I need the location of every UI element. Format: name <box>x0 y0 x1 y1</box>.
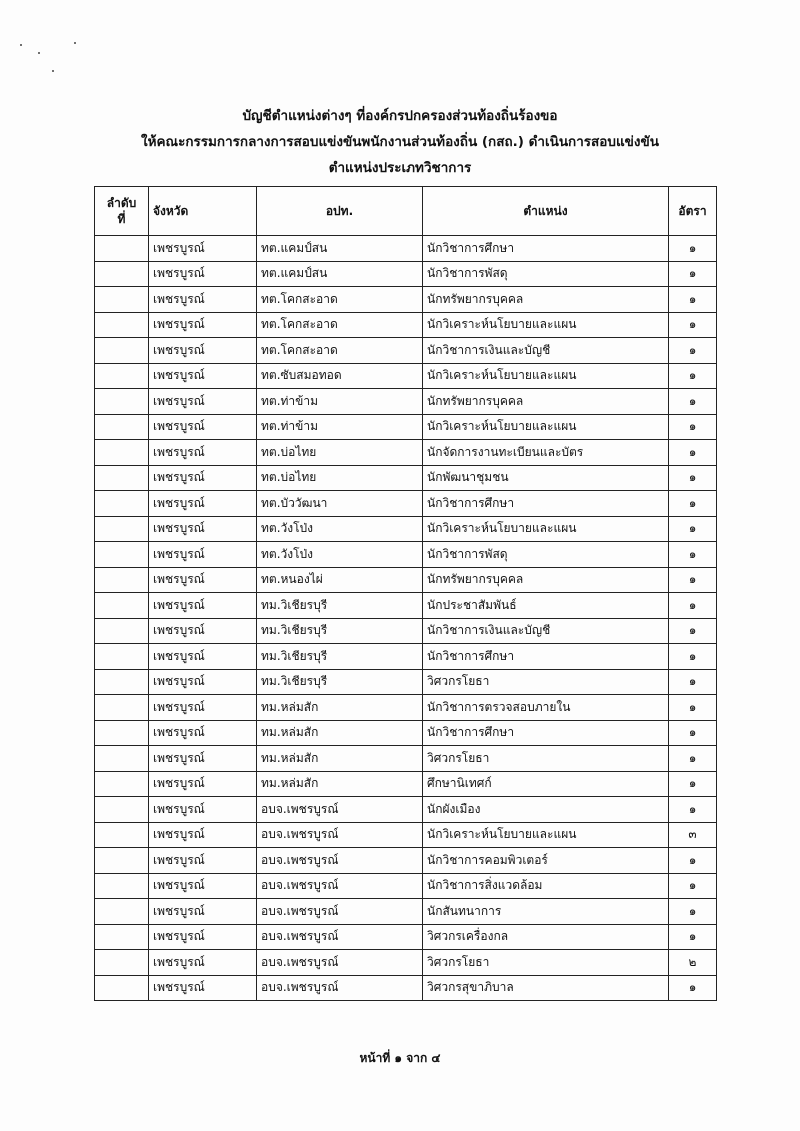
table-row <box>95 440 717 466</box>
title-line-2: ให้คณะกรรมการกลางการสอบแข่งขันพนักงานส่วนท้องถิ่น (กสถ.) ดำเนินการสอบแข่งขัน <box>141 134 659 150</box>
cell-position: นักทรัพยากรบุคคล <box>423 389 669 415</box>
cell-province: เพชรบูรณ์ <box>149 720 257 746</box>
cell-province: เพชรบูรณ์ <box>149 287 257 313</box>
cell-position: นักวิเคราะห์นโยบายและแผน <box>423 822 669 848</box>
cell-no <box>95 848 149 874</box>
cell-province: เพชรบูรณ์ <box>149 414 257 440</box>
cell-position: นักวิชาการสิ่งแวดล้อม <box>423 873 669 899</box>
header-no-line2: ที่ <box>117 212 126 226</box>
cell-rate: ๑ <box>669 975 717 1001</box>
table-row <box>95 389 717 415</box>
table-row <box>95 516 717 542</box>
cell-position: นักวิชาการศึกษา <box>423 236 669 262</box>
cell-position: นักวิชาการศึกษา <box>423 720 669 746</box>
cell-no <box>95 287 149 313</box>
cell-province: เพชรบูรณ์ <box>149 261 257 287</box>
header-no <box>95 187 149 236</box>
cell-org: ทต.บ่อไทย <box>257 465 423 491</box>
table-row <box>95 771 717 797</box>
cell-position: นักวิเคราะห์นโยบายและแผน <box>423 363 669 389</box>
cell-org: ทต.โคกสะอาด <box>257 287 423 313</box>
table-row <box>95 312 717 338</box>
cell-rate: ๑ <box>669 695 717 721</box>
cell-province: เพชรบูรณ์ <box>149 669 257 695</box>
cell-position: นักผังเมือง <box>423 797 669 823</box>
cell-province: เพชรบูรณ์ <box>149 338 257 364</box>
cell-rate: ๑ <box>669 720 717 746</box>
table-row <box>95 975 717 1001</box>
cell-rate: ๑ <box>669 338 717 364</box>
cell-province: เพชรบูรณ์ <box>149 618 257 644</box>
cell-rate: ๑ <box>669 542 717 568</box>
cell-position: นักทรัพยากรบุคคล <box>423 287 669 313</box>
cell-province: เพชรบูรณ์ <box>149 822 257 848</box>
cell-org: ทม.หล่มสัก <box>257 720 423 746</box>
cell-rate: ๑ <box>669 363 717 389</box>
cell-rate: ๑ <box>669 389 717 415</box>
cell-no <box>95 720 149 746</box>
cell-position: นักพัฒนาชุมชน <box>423 465 669 491</box>
cell-org: อบจ.เพชรบูรณ์ <box>257 822 423 848</box>
cell-org: อบจ.เพชรบูรณ์ <box>257 848 423 874</box>
cell-no <box>95 924 149 950</box>
table-row <box>95 593 717 619</box>
cell-org: ทต.ท่าข้าม <box>257 414 423 440</box>
cell-position: นักสันทนาการ <box>423 899 669 925</box>
cell-province: เพชรบูรณ์ <box>149 567 257 593</box>
cell-org: ทม.หล่มสัก <box>257 695 423 721</box>
cell-rate: ๑ <box>669 797 717 823</box>
cell-no <box>95 261 149 287</box>
cell-no <box>95 669 149 695</box>
cell-province: เพชรบูรณ์ <box>149 797 257 823</box>
cell-rate: ๑ <box>669 567 717 593</box>
cell-no <box>95 771 149 797</box>
cell-no <box>95 644 149 670</box>
cell-position: วิศวกรเครื่องกล <box>423 924 669 950</box>
table-row <box>95 924 717 950</box>
table-row <box>95 542 717 568</box>
cell-org: อบจ.เพชรบูรณ์ <box>257 950 423 976</box>
cell-province: เพชรบูรณ์ <box>149 950 257 976</box>
cell-rate: ๑ <box>669 669 717 695</box>
cell-rate: ๑ <box>669 771 717 797</box>
cell-org: ทต.แคมป์สน <box>257 236 423 262</box>
table-row <box>95 338 717 364</box>
cell-province: เพชรบูรณ์ <box>149 975 257 1001</box>
cell-rate: ๑ <box>669 440 717 466</box>
cell-province: เพชรบูรณ์ <box>149 593 257 619</box>
table-row <box>95 491 717 517</box>
cell-no <box>95 491 149 517</box>
cell-org: ทต.ซับสมอทอด <box>257 363 423 389</box>
scan-speck <box>20 44 22 46</box>
cell-rate: ๑ <box>669 746 717 772</box>
cell-rate: ๑ <box>669 899 717 925</box>
table-row <box>95 950 717 976</box>
cell-province: เพชรบูรณ์ <box>149 873 257 899</box>
cell-province: เพชรบูรณ์ <box>149 924 257 950</box>
cell-org: ทม.หล่มสัก <box>257 771 423 797</box>
table-row <box>95 363 717 389</box>
cell-no <box>95 797 149 823</box>
cell-position: นักจัดการงานทะเบียนและบัตร <box>423 440 669 466</box>
cell-org: อบจ.เพชรบูรณ์ <box>257 873 423 899</box>
cell-position: วิศวกรโยธา <box>423 746 669 772</box>
cell-org: ทต.วังโป่ง <box>257 516 423 542</box>
cell-province: เพชรบูรณ์ <box>149 695 257 721</box>
cell-position: นักวิชาการศึกษา <box>423 644 669 670</box>
cell-province: เพชรบูรณ์ <box>149 516 257 542</box>
cell-position: วิศวกรโยธา <box>423 950 669 976</box>
cell-rate: ๑ <box>669 236 717 262</box>
table-row <box>95 720 717 746</box>
cell-province: เพชรบูรณ์ <box>149 491 257 517</box>
cell-no <box>95 899 149 925</box>
cell-position: นักวิชาการตรวจสอบภายใน <box>423 695 669 721</box>
cell-org: ทต.โคกสะอาด <box>257 338 423 364</box>
cell-no <box>95 338 149 364</box>
table-row <box>95 287 717 313</box>
cell-position: นักวิชาการเงินและบัญชี <box>423 618 669 644</box>
cell-rate: ๑ <box>669 287 717 313</box>
title-line-1: บัญชีตำแหน่งต่างๆ ที่องค์กรปกครองส่วนท้องถิ่นร้องขอ <box>242 108 558 124</box>
cell-org: อบจ.เพชรบูรณ์ <box>257 899 423 925</box>
cell-org: ทต.ท่าข้าม <box>257 389 423 415</box>
table-row <box>95 746 717 772</box>
cell-rate: ๓ <box>669 822 717 848</box>
table-row <box>95 236 717 262</box>
cell-province: เพชรบูรณ์ <box>149 542 257 568</box>
document-heading <box>0 103 800 181</box>
table-row <box>95 669 717 695</box>
cell-province: เพชรบูรณ์ <box>149 644 257 670</box>
table-row <box>95 695 717 721</box>
cell-rate: ๑ <box>669 312 717 338</box>
table-row <box>95 261 717 287</box>
header-org: อปท. <box>257 187 423 236</box>
table-row <box>95 618 717 644</box>
cell-position: นักวิชาการพัสดุ <box>423 542 669 568</box>
cell-no <box>95 516 149 542</box>
cell-org: อบจ.เพชรบูรณ์ <box>257 797 423 823</box>
cell-no <box>95 465 149 491</box>
cell-position: วิศวกรสุขาภิบาล <box>423 975 669 1001</box>
cell-org: ทม.วิเชียรบุรี <box>257 644 423 670</box>
cell-no <box>95 440 149 466</box>
cell-no <box>95 593 149 619</box>
header-no-line1: ลำดับ <box>106 196 137 210</box>
cell-org: ทม.หล่มสัก <box>257 746 423 772</box>
cell-province: เพชรบูรณ์ <box>149 440 257 466</box>
cell-rate: ๑ <box>669 644 717 670</box>
cell-province: เพชรบูรณ์ <box>149 389 257 415</box>
cell-province: เพชรบูรณ์ <box>149 236 257 262</box>
cell-org: อบจ.เพชรบูรณ์ <box>257 924 423 950</box>
cell-no <box>95 873 149 899</box>
cell-no <box>95 975 149 1001</box>
cell-org: ทต.บัววัฒนา <box>257 491 423 517</box>
title-line-3: ตำแหน่งประเภทวิชาการ <box>328 160 472 176</box>
cell-no <box>95 312 149 338</box>
cell-rate: ๑ <box>669 491 717 517</box>
table-row <box>95 567 717 593</box>
scan-speck <box>74 42 76 44</box>
table-row <box>95 414 717 440</box>
cell-rate: ๑ <box>669 618 717 644</box>
cell-no <box>95 567 149 593</box>
cell-province: เพชรบูรณ์ <box>149 771 257 797</box>
cell-province: เพชรบูรณ์ <box>149 899 257 925</box>
cell-org: ทต.โคกสะอาด <box>257 312 423 338</box>
cell-position: นักวิเคราะห์นโยบายและแผน <box>423 312 669 338</box>
table-row <box>95 873 717 899</box>
cell-position: นักวิเคราะห์นโยบายและแผน <box>423 414 669 440</box>
cell-province: เพชรบูรณ์ <box>149 746 257 772</box>
scan-speck <box>52 70 54 72</box>
table-row <box>95 644 717 670</box>
table-row <box>95 465 717 491</box>
cell-province: เพชรบูรณ์ <box>149 848 257 874</box>
cell-position: วิศวกรโยธา <box>423 669 669 695</box>
cell-position: นักวิชาการคอมพิวเตอร์ <box>423 848 669 874</box>
cell-position: นักวิเคราะห์นโยบายและแผน <box>423 516 669 542</box>
cell-position: นักวิชาการเงินและบัญชี <box>423 338 669 364</box>
cell-org: ทต.วังโป่ง <box>257 542 423 568</box>
cell-org: ทต.หนองไผ่ <box>257 567 423 593</box>
cell-rate: ๑ <box>669 593 717 619</box>
header-rate: อัตรา <box>669 187 717 236</box>
cell-org: ทม.วิเชียรบุรี <box>257 593 423 619</box>
cell-no <box>95 389 149 415</box>
cell-position: นักวิชาการพัสดุ <box>423 261 669 287</box>
cell-position: นักวิชาการศึกษา <box>423 491 669 517</box>
header-province: จังหวัด <box>149 187 257 236</box>
cell-org: ทม.วิเชียรบุรี <box>257 618 423 644</box>
cell-rate: ๑ <box>669 261 717 287</box>
cell-no <box>95 746 149 772</box>
cell-no <box>95 542 149 568</box>
table-header-row <box>95 187 717 236</box>
positions-table <box>94 186 717 1001</box>
cell-org: ทม.วิเชียรบุรี <box>257 669 423 695</box>
header-position: ตำแหน่ง <box>423 187 669 236</box>
cell-no <box>95 236 149 262</box>
cell-org: ทต.แคมป์สน <box>257 261 423 287</box>
table-row <box>95 797 717 823</box>
cell-no <box>95 950 149 976</box>
cell-rate: ๑ <box>669 516 717 542</box>
cell-position: ศึกษานิเทศก์ <box>423 771 669 797</box>
cell-rate: ๒ <box>669 950 717 976</box>
cell-position: นักทรัพยากรบุคคล <box>423 567 669 593</box>
cell-position: นักประชาสัมพันธ์ <box>423 593 669 619</box>
page-footer: หน้าที่ ๑ จาก ๔ <box>359 1051 441 1065</box>
cell-org: อบจ.เพชรบูรณ์ <box>257 975 423 1001</box>
cell-no <box>95 363 149 389</box>
table-row <box>95 848 717 874</box>
scan-speck <box>38 52 40 54</box>
table-row <box>95 822 717 848</box>
cell-no <box>95 822 149 848</box>
cell-org: ทต.บ่อไทย <box>257 440 423 466</box>
cell-no <box>95 618 149 644</box>
table-row <box>95 899 717 925</box>
cell-no <box>95 695 149 721</box>
cell-province: เพชรบูรณ์ <box>149 465 257 491</box>
cell-no <box>95 414 149 440</box>
cell-rate: ๑ <box>669 465 717 491</box>
cell-rate: ๑ <box>669 848 717 874</box>
cell-rate: ๑ <box>669 873 717 899</box>
cell-rate: ๑ <box>669 924 717 950</box>
cell-province: เพชรบูรณ์ <box>149 312 257 338</box>
cell-province: เพชรบูรณ์ <box>149 363 257 389</box>
cell-rate: ๑ <box>669 414 717 440</box>
